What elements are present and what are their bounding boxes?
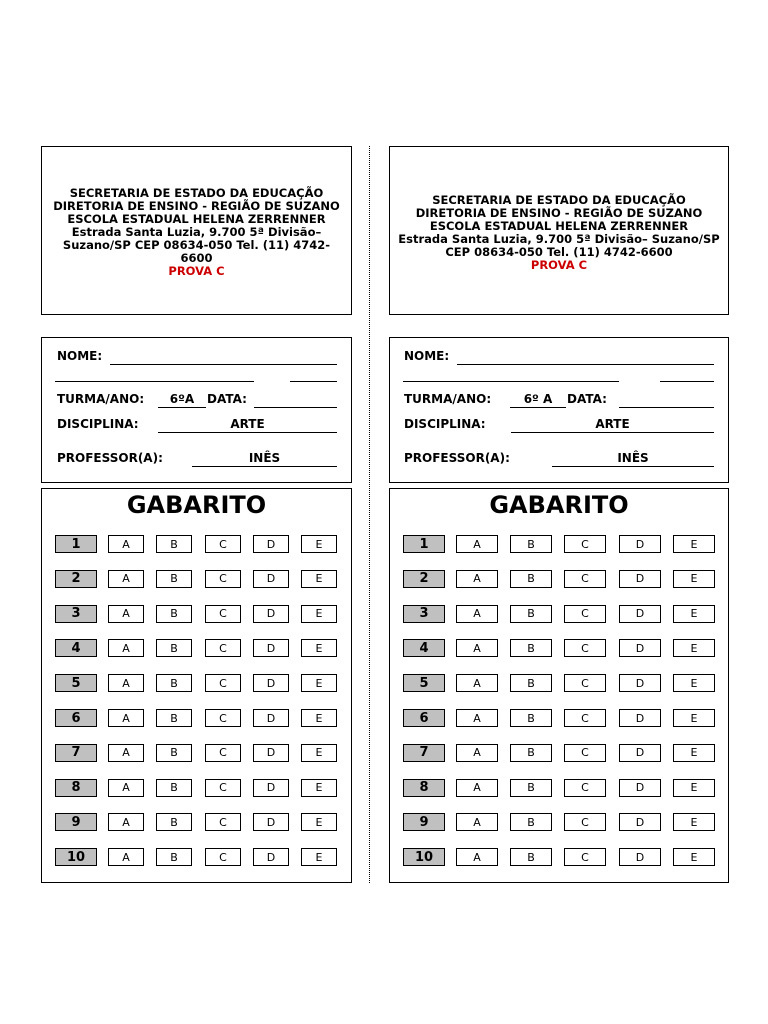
answer-option-c[interactable]: C: [205, 639, 241, 657]
answer-option-b[interactable]: B: [510, 639, 552, 657]
answer-option-c[interactable]: C: [564, 848, 606, 866]
answer-option-b[interactable]: B: [156, 605, 192, 623]
turma-field[interactable]: [510, 407, 566, 408]
data-field[interactable]: [619, 407, 714, 408]
answer-option-c[interactable]: C: [564, 709, 606, 727]
gabarito-title: GABARITO: [489, 491, 629, 519]
question-number: 7: [403, 744, 445, 762]
answer-option-e[interactable]: E: [301, 570, 337, 588]
answer-option-d[interactable]: D: [619, 674, 661, 692]
disciplina-value: ARTE: [595, 417, 630, 431]
header-line: ESCOLA ESTADUAL HELENA ZERRENNER: [429, 218, 689, 233]
answer-option-e[interactable]: E: [301, 744, 337, 762]
extra-field[interactable]: [290, 381, 337, 382]
answer-sheet-right: [389, 488, 729, 883]
answer-option-a[interactable]: A: [456, 813, 498, 831]
question-number: 9: [403, 813, 445, 831]
answer-option-c[interactable]: C: [205, 605, 241, 623]
disciplina-label: DISCIPLINA:: [57, 417, 139, 431]
answer-option-c[interactable]: C: [564, 639, 606, 657]
extra-field[interactable]: [660, 381, 714, 382]
answer-option-a[interactable]: A: [108, 674, 144, 692]
data-label: DATA:: [567, 392, 607, 406]
answer-option-b[interactable]: B: [156, 639, 192, 657]
answer-option-e[interactable]: E: [673, 848, 715, 866]
question-number: 6: [403, 709, 445, 727]
answer-option-a[interactable]: A: [456, 605, 498, 623]
answer-option-a[interactable]: A: [108, 779, 144, 797]
nome-field[interactable]: [457, 364, 714, 365]
answer-option-a[interactable]: A: [456, 570, 498, 588]
question-number: 3: [403, 605, 445, 623]
answer-option-d[interactable]: D: [619, 639, 661, 657]
professor-label: PROFESSOR(A):: [57, 451, 163, 465]
answer-option-d[interactable]: D: [253, 779, 289, 797]
question-number: 2: [403, 570, 445, 588]
answer-option-d[interactable]: D: [619, 605, 661, 623]
professor-field[interactable]: [192, 466, 337, 467]
professor-value: INÊS: [248, 451, 281, 465]
answer-option-d[interactable]: D: [619, 848, 661, 866]
professor-field[interactable]: [552, 466, 714, 467]
question-number: 10: [55, 848, 97, 866]
answer-option-b[interactable]: B: [510, 535, 552, 553]
header-line: SECRETARIA DE ESTADO DA EDUCAÇÃO: [432, 192, 686, 207]
header-line: Suzano/SP CEP 08634-050 Tel. (11) 4742-: [62, 238, 331, 252]
answer-option-a[interactable]: A: [456, 779, 498, 797]
nome-field[interactable]: [110, 364, 337, 365]
answer-option-c[interactable]: C: [205, 709, 241, 727]
question-number: 4: [55, 639, 97, 657]
answer-option-e[interactable]: E: [301, 639, 337, 657]
question-number: 3: [55, 605, 97, 623]
exam-version: PROVA C: [530, 257, 588, 272]
turma-field[interactable]: [158, 407, 206, 408]
nome-label: NOME:: [57, 349, 103, 363]
answer-option-e[interactable]: E: [673, 779, 715, 797]
answer-option-e[interactable]: E: [673, 674, 715, 692]
answer-option-a[interactable]: A: [456, 535, 498, 553]
answer-option-d[interactable]: D: [619, 535, 661, 553]
answer-option-c[interactable]: C: [205, 744, 241, 762]
answer-option-d[interactable]: D: [619, 709, 661, 727]
question-number: 4: [403, 639, 445, 657]
school-header-right: [389, 146, 729, 315]
answer-option-c[interactable]: C: [205, 848, 241, 866]
answer-option-b[interactable]: B: [156, 709, 192, 727]
answer-option-a[interactable]: A: [456, 639, 498, 657]
header-line: CEP 08634-050 Tel. (11) 4742-6600: [445, 244, 673, 259]
answer-option-e[interactable]: E: [673, 570, 715, 588]
question-number: 8: [55, 779, 97, 797]
answer-sheet-left: [41, 488, 352, 883]
header-line: 6600: [180, 251, 213, 265]
question-number: 1: [55, 535, 97, 553]
header-line: SECRETARIA DE ESTADO DA EDUCAÇÃO: [69, 186, 324, 200]
data-field[interactable]: [254, 407, 337, 408]
answer-option-e[interactable]: E: [673, 605, 715, 623]
answer-option-b[interactable]: B: [156, 813, 192, 831]
answer-option-c[interactable]: C: [205, 674, 241, 692]
header-line: DIRETORIA DE ENSINO - REGIÃO DE SUZANO: [415, 205, 703, 220]
answer-option-e[interactable]: E: [301, 813, 337, 831]
answer-option-b[interactable]: B: [156, 848, 192, 866]
turma-value: 6ºA: [169, 392, 195, 406]
answer-option-b[interactable]: B: [510, 848, 552, 866]
answer-option-c[interactable]: C: [205, 813, 241, 831]
answer-option-e[interactable]: E: [301, 674, 337, 692]
disciplina-label: DISCIPLINA:: [404, 417, 486, 431]
answer-option-b[interactable]: B: [156, 570, 192, 588]
nome-label: NOME:: [404, 349, 450, 363]
answer-option-a[interactable]: A: [456, 674, 498, 692]
student-info-form-right: [389, 337, 729, 483]
answer-option-a[interactable]: A: [108, 744, 144, 762]
disciplina-value: ARTE: [230, 417, 265, 431]
answer-option-e[interactable]: E: [301, 779, 337, 797]
answer-option-b[interactable]: B: [156, 535, 192, 553]
answer-option-b[interactable]: B: [510, 779, 552, 797]
answer-option-a[interactable]: A: [456, 709, 498, 727]
question-number: 2: [55, 570, 97, 588]
answer-option-e[interactable]: E: [673, 709, 715, 727]
question-number: 8: [403, 779, 445, 797]
answer-option-b[interactable]: B: [156, 744, 192, 762]
answer-option-d[interactable]: D: [253, 709, 289, 727]
answer-option-a[interactable]: A: [108, 848, 144, 866]
answer-option-a[interactable]: A: [108, 709, 144, 727]
answer-option-a[interactable]: A: [108, 535, 144, 553]
answer-option-c[interactable]: C: [564, 674, 606, 692]
cut-line-divider: [369, 146, 370, 883]
header-line: DIRETORIA DE ENSINO - REGIÃO DE SUZANO: [53, 199, 340, 213]
disciplina-field[interactable]: [511, 432, 714, 433]
header-line: ESCOLA ESTADUAL HELENA ZERRENNER: [67, 212, 326, 226]
answer-option-b[interactable]: B: [156, 674, 192, 692]
answer-option-e[interactable]: E: [673, 535, 715, 553]
answer-option-a[interactable]: A: [456, 848, 498, 866]
answer-option-c[interactable]: C: [205, 570, 241, 588]
answer-option-d[interactable]: D: [253, 639, 289, 657]
exam-version: PROVA C: [168, 264, 225, 278]
question-number: 5: [403, 674, 445, 692]
answer-option-d[interactable]: D: [253, 605, 289, 623]
answer-option-b[interactable]: B: [510, 674, 552, 692]
answer-option-e[interactable]: E: [301, 535, 337, 553]
answer-option-d[interactable]: D: [619, 570, 661, 588]
turma-value: 6º A: [523, 392, 553, 406]
answer-option-d[interactable]: D: [253, 535, 289, 553]
answer-option-d[interactable]: D: [253, 744, 289, 762]
answer-option-a[interactable]: A: [456, 744, 498, 762]
question-number: 10: [403, 848, 445, 866]
nome-field-continued[interactable]: [403, 381, 619, 382]
answer-option-c[interactable]: C: [564, 570, 606, 588]
answer-option-d[interactable]: D: [619, 744, 661, 762]
answer-option-b[interactable]: B: [510, 709, 552, 727]
answer-option-e[interactable]: E: [673, 813, 715, 831]
answer-option-b[interactable]: B: [510, 744, 552, 762]
answer-option-d[interactable]: D: [253, 674, 289, 692]
answer-option-b[interactable]: B: [510, 813, 552, 831]
turma-label: TURMA/ANO:: [57, 392, 145, 406]
answer-option-a[interactable]: A: [108, 570, 144, 588]
header-line: Estrada Santa Luzia, 9.700 5ª Divisão– Suzano/SP: [398, 231, 720, 246]
nome-field-continued[interactable]: [55, 381, 254, 382]
answer-option-e[interactable]: E: [301, 605, 337, 623]
answer-option-e[interactable]: E: [301, 709, 337, 727]
data-label: DATA:: [207, 392, 247, 406]
question-number: 5: [55, 674, 97, 692]
answer-option-d[interactable]: D: [619, 779, 661, 797]
question-number: 6: [55, 709, 97, 727]
answer-option-d[interactable]: D: [253, 570, 289, 588]
turma-label: TURMA/ANO:: [404, 392, 492, 406]
question-number: 1: [403, 535, 445, 553]
answer-option-c[interactable]: C: [564, 535, 606, 553]
disciplina-field[interactable]: [158, 432, 337, 433]
gabarito-title: GABARITO: [126, 491, 267, 519]
school-header-left: [41, 146, 352, 315]
answer-option-c[interactable]: C: [205, 535, 241, 553]
answer-option-e[interactable]: E: [673, 744, 715, 762]
student-info-form-left: [41, 337, 352, 483]
question-number: 7: [55, 744, 97, 762]
header-line: Estrada Santa Luzia, 9.700 5ª Divisão–: [71, 225, 322, 239]
answer-option-c[interactable]: C: [564, 605, 606, 623]
answer-option-d[interactable]: D: [619, 813, 661, 831]
answer-option-b[interactable]: B: [510, 570, 552, 588]
answer-option-c[interactable]: C: [205, 779, 241, 797]
answer-option-e[interactable]: E: [673, 639, 715, 657]
professor-label: PROFESSOR(A):: [404, 451, 510, 465]
answer-option-a[interactable]: A: [108, 605, 144, 623]
answer-option-a[interactable]: A: [108, 639, 144, 657]
answer-option-e[interactable]: E: [301, 848, 337, 866]
answer-option-a[interactable]: A: [108, 813, 144, 831]
answer-option-b[interactable]: B: [156, 779, 192, 797]
answer-option-c[interactable]: C: [564, 813, 606, 831]
question-number: 9: [55, 813, 97, 831]
answer-option-c[interactable]: C: [564, 744, 606, 762]
answer-option-c[interactable]: C: [564, 779, 606, 797]
professor-value: INÊS: [617, 451, 649, 465]
answer-option-d[interactable]: D: [253, 848, 289, 866]
answer-option-b[interactable]: B: [510, 605, 552, 623]
answer-option-d[interactable]: D: [253, 813, 289, 831]
